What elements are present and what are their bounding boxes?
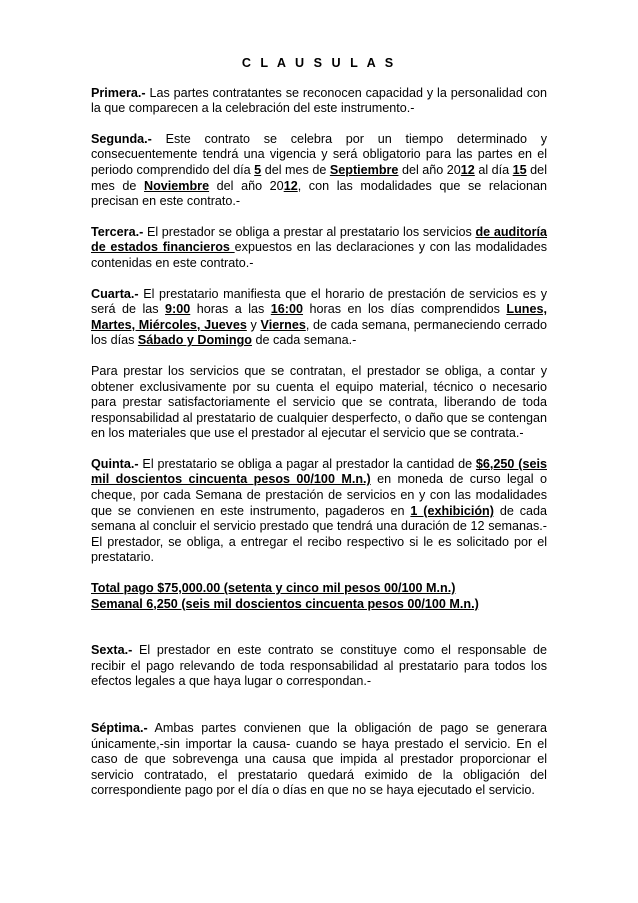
service-name: de auditoría de estados financieros: [91, 224, 548, 255]
total-payment: Total pago $75,000.00 (setenta y cinco mil pesos 00/100 M.n.): [91, 581, 456, 596]
payment-amount: $6,250 (seis mil doscientos cincuenta pesos 00/100 M.n.): [91, 456, 547, 487]
clause-label: Sexta.-: [91, 643, 133, 658]
clause-sexta: [91, 643, 547, 690]
clause-text: del año 20: [398, 162, 461, 177]
clause-label: Primera.-: [91, 85, 146, 100]
clause-text: de cada semana.-: [251, 333, 357, 348]
clause-text: del mes de: [91, 162, 547, 193]
weekly-payment: Semanal 6,250 (seis mil doscientos cincuenta pesos 00/100 M.n.): [91, 596, 479, 611]
clause-primera: [91, 86, 547, 117]
clause-text: El prestador se obliga a prestar al prestatario los servicios: [143, 224, 476, 239]
clause-text: de cada semana al concluir el servicio prestado que tendrá una duración de 12 semanas.- El prestador, se obliga, a entregar el recibo respectivo si le es solicitado por el prestatario.: [91, 503, 548, 565]
clause-text: al día: [474, 162, 513, 177]
hour-start: 9:00: [165, 302, 191, 317]
end-year-suffix: 12: [283, 178, 298, 193]
clause-text: Para prestar los servicios que se contratan, el prestador se obliga, a contar y obtener exclusivamente por su cuenta el equipo material, técnico o necesario para prestar satisfactoriamente el servicio que se contrata, liberando de toda responsabilidad al prestatario de cualquier desperfecto, o daño que se contengan en los materiales que use el prestador al ejecutar el servicio que se contrata.-: [91, 363, 547, 441]
clause-text: , con las modalidades que se relacionan precisan en este contrato.-: [91, 178, 547, 209]
clause-label: Séptima.-: [91, 721, 148, 735]
end-day: 15: [512, 162, 527, 177]
clause-text: en moneda de curso legal o cheque, por cada Semana de prestación de servicios en y con las modalidades que se convienen en este instrumento, pagaderos en: [91, 472, 547, 518]
start-month: Septiembre: [329, 162, 399, 177]
clause-text: Este contrato se celebra por un tiempo determinado y consecuentemente tendrá una vigencia y será obligatorio para las partes en el periodo comprendido del día: [91, 131, 547, 177]
clause-text: , de cada semana, permaneciendo cerrado los días: [91, 317, 547, 348]
clause-text: del año 20: [209, 178, 284, 193]
clause-cuarta-extra: [91, 364, 547, 442]
clause-text: Ambas partes convienen que la obligación de pago se generara únicamente,-sin importar la causa- cuando se haya prestado el servicio. En el caso de que sobrevenga una causa que impida al prestador proporcionar el servicio contratado, el prestatario quedará eximido de la obligación del correspondiente pago por el día o días en que no se haya ejecutado el servicio.: [91, 721, 547, 798]
start-year-suffix: 12: [460, 162, 475, 177]
end-month: Noviembre: [143, 178, 210, 193]
clause-text: horas en los días comprendidos: [303, 302, 507, 317]
clause-text: del mes de: [261, 162, 330, 177]
clause-septima: [91, 721, 547, 799]
payment-installments: 1 (exhibición): [410, 503, 494, 518]
start-day: 5: [254, 162, 262, 177]
hour-end: 16:00: [270, 302, 304, 317]
service-days: Lunes, Martes, Miércoles, Jueves: [91, 302, 547, 332]
clause-label: Quinta.-: [91, 456, 139, 471]
clause-text: horas a las: [190, 302, 271, 317]
clause-cuarta: [91, 287, 547, 349]
clause-quinta: [91, 457, 547, 566]
clause-text: expuestos en las declaraciones y con las modalidades contenidas en este contrato.-: [91, 240, 547, 270]
clause-text: Las partes contratantes se reconocen capacidad y la personalidad con la que comparecen a la celebración del este instrumento.-: [91, 85, 547, 116]
clause-segunda: [91, 132, 547, 210]
clause-text: El prestador en este contrato se constituye como el responsable de recibir el pago relevando de toda responsabilidad al prestatario para todos los efectos legales a que haya lugar o correspondan.-: [91, 643, 547, 689]
document-page: [91, 56, 547, 814]
service-day-last: Viernes: [260, 317, 306, 332]
document-title: C L A U S U L A S: [241, 56, 397, 70]
clause-tercera: [91, 225, 547, 272]
closed-days: Sábado y Domingo: [137, 333, 252, 348]
clause-text: El prestatario se obliga a pagar al prestador la cantidad de: [138, 456, 476, 471]
clause-label: Tercera.-: [91, 224, 144, 239]
clause-label: Segunda.-: [91, 131, 152, 146]
clause-label: Cuarta.-: [91, 286, 139, 301]
payment-totals: [91, 581, 547, 612]
clause-text: y: [246, 317, 261, 332]
clause-text: El prestatario manifiesta que el horario de prestación de servicios es y será de las: [91, 286, 547, 317]
